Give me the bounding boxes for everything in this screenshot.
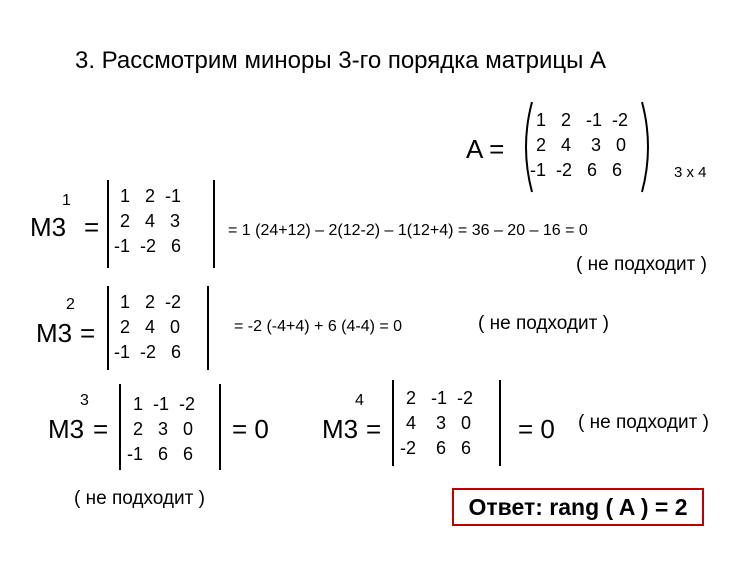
minor-4-row-3: -2 6 6 [400,438,472,458]
minor-2-row-3: -1 -2 6 [114,342,182,362]
minor-3-note: ( не подходит ) [74,488,205,509]
matrix-a-right-paren [638,100,658,194]
minor-4-equals: = [366,414,382,444]
answer-box [452,488,704,526]
matrix-a-dims: 3 x 4 [674,164,707,181]
minor-3-index: 3 [80,392,89,409]
minor-4-right-bar [499,380,501,466]
minor-2-left-bar [107,286,109,370]
minor-4-note: ( не подходит ) [578,412,709,433]
minor-2-note: ( не подходит ) [478,313,609,334]
minor-1-row-1: 1 2 -1 [120,186,182,206]
minor-1-calc: = 1 (24+12) – 2(12-2) – 1(12+4) = 36 – 20 – 16 = 0 [228,222,588,239]
minor-4-calc: = 0 [518,414,555,444]
minor-3-row-1: 1 -1 -2 [133,394,196,414]
minor-2-row-1: 1 2 -2 [120,292,182,312]
minor-3-row-3: -1 6 6 [127,444,194,464]
minor-3-left-bar [119,384,121,470]
answer-text: Ответ: rang ( A ) = 2 [468,493,688,520]
minor-2-equals: = [80,318,96,348]
minor-4-left-bar [392,380,394,466]
minor-2-row-2: 2 4 0 [120,317,181,337]
minor-1-equals: = [84,212,100,242]
minor-1-index: 1 [62,192,71,209]
minor-1-row-3: -1 -2 6 [114,236,182,256]
matrix-a-row-3: -1 -2 6 6 [530,160,623,180]
matrix-a-row-1: 1 2 -1 -2 [536,110,629,130]
page-title: 3. Рассмотрим миноры 3-го порядка матрицы A [75,47,607,74]
minor-1-right-bar [213,180,215,268]
minor-3-equals: = [93,414,109,444]
matrix-a-row-2: 2 4 3 0 [536,135,627,155]
minor-4-index: 4 [355,392,364,409]
minor-4-row-2: 4 3 0 [406,413,472,433]
minor-3-calc: = 0 [232,414,269,444]
minor-4-row-1: 2 -1 -2 [406,388,474,408]
minor-3-row-2: 2 3 0 [133,419,194,439]
minor-1-symbol: M3 [30,212,67,242]
minor-1-note: ( не подходит ) [576,254,707,275]
minor-1-left-bar [107,180,109,268]
minor-2-index: 2 [66,296,75,313]
minor-2-symbol: M3 [36,318,73,348]
minor-1-row-2: 2 4 3 [120,211,181,231]
minor-2-calc: = -2 (-4+4) + 6 (4-4) = 0 [234,318,403,335]
minor-2-right-bar [207,286,209,370]
minor-4-symbol: M3 [322,414,359,444]
minor-3-right-bar [219,384,221,470]
matrix-a-label: A = [466,134,505,164]
minor-3-symbol: M3 [48,414,85,444]
